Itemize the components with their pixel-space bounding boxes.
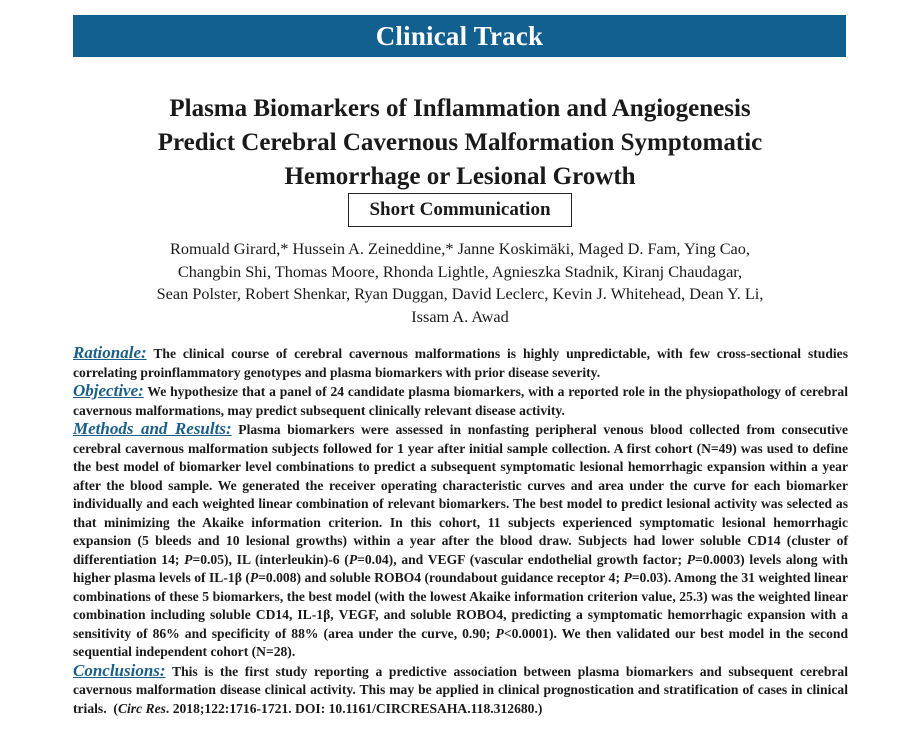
methods-run: =0.0003) levels along with higher plasma levels of IL-1β ( [73, 551, 848, 585]
citation-journal: Circ Res [117, 700, 166, 716]
methods-run: Plasma biomarkers were assessed in nonfasting peripheral venous blood collected from consecutive cerebral cavernous malformation subjects followed for 1 year after initial sample collection. A first cohort (N=49) was used to define the best model of biomarker level combinations to predict a subsequent symptomatic lesional hemorrhagic expansion within a year after the blood sample. We generated the receiver operating characteristic curves and area under the curve for each biomarker individually and each weighted linear combination of relevant biomarkers. The best model to predict lesional activity was selected as that minimizing the Akaike information criterion. In this cohort, 11 subjects experienced symptomatic lesional hemorrhagic expansion (5 bleeds and 10 lesional growths) within a year after the blood draw. Subjects had lower soluble CD14 (cluster of differentiation 14; [73, 422, 848, 567]
section-label-objective: Objective: [73, 381, 144, 400]
article-type-box [348, 193, 572, 227]
p-value-symbol: P [249, 570, 259, 585]
article-type-label: Short Communication [369, 199, 551, 220]
p-value-symbol: P [495, 625, 504, 641]
article-title [60, 92, 860, 194]
objective-text: We hypothesize that a panel of 24 candidate plasma biomarkers, with a reported role in the physiopathology of cerebral cavernous malformations, may predict subsequent clinically relevant disease activity. [73, 384, 848, 418]
abstract-objective [73, 382, 848, 420]
title-line: Plasma Biomarkers of Inflammation and Angiogenesis [169, 95, 751, 122]
methods-run: =0.03). Among the 31 weighted linear combinations of these 5 biomarkers, the best model (with the lowest Akaike information criterion value, 25.3) was the weighted linear combination including soluble CD14, IL-1β, VEGF, and soluble ROBO4, predicting a symptomatic hemorrhagic expansion with a sensitivity of 86% and specificity of 88% (area under the curve, 0.90; [73, 570, 848, 641]
citation-details: . 2018;122:1716-1721. DOI: 10.1161/CIRCRESAHA.118.312680.) [165, 700, 543, 716]
section-label-methods: Methods and Results: [73, 419, 232, 438]
abstract [73, 344, 848, 718]
methods-run: =0.008) and soluble ROBO4 (roundabout guidance receptor 4; [258, 570, 624, 585]
author-line: Sean Polster, Robert Shenkar, Ryan Duggan, David Leclerc, Kevin J. Whitehead, Dean Y. Li, [156, 284, 764, 303]
p-value-symbol: P [184, 551, 193, 567]
section-label-rationale: Rationale: [73, 343, 147, 362]
section-label-conclusions: Conclusions: [73, 660, 166, 680]
abstract-methods [73, 420, 848, 662]
methods-text [73, 422, 848, 659]
author-line: Changbin Shi, Thomas Moore, Rhonda Lightle, Agnieszka Stadnik, Kiranj Chaudagar, [177, 261, 743, 281]
p-value-symbol: P [348, 551, 358, 567]
methods-run: =0.05), IL (interleukin)-6 ( [192, 551, 349, 567]
author-line: Romuald Girard,* Hussein A. Zeineddine,* Janne Koskimäki, Maged D. Fam, Ying Cao, [169, 239, 750, 258]
conclusions-text: This is the first study reporting a predictive association between plasma biomarkers and subsequent cerebral cavernous malformation disease clinical activity. This may be applied in clinical prognostication and stratification of cases in clinical trials. [73, 663, 849, 716]
author-list [60, 238, 860, 328]
p-value-symbol: P [686, 551, 696, 567]
methods-run: =0.04), and VEGF (vascular endothelial growth factor; [357, 551, 687, 567]
abstract-conclusions [73, 662, 848, 719]
author-line: Issam A. Awad [411, 306, 509, 326]
clinical-track-banner [73, 15, 846, 57]
abstract-rationale [73, 344, 848, 382]
citation-open: ( [113, 700, 118, 716]
track-label: Clinical Track [375, 20, 544, 51]
citation [113, 701, 542, 716]
title-line: Hemorrhage or Lesional Growth [284, 163, 636, 190]
rationale-text: The clinical course of cerebral cavernous malformations is highly unpredictable, with few cross-sectional studies correlating proinflammatory genotypes and plasma biomarkers with prior disease severity. [73, 346, 848, 380]
p-value-symbol: P [623, 570, 632, 585]
methods-run: <0.0001). We then validated our best model in the second sequential independent cohort (N=28). [73, 625, 849, 659]
title-line: Predict Cerebral Cavernous Malformation Symptomatic [157, 129, 763, 156]
